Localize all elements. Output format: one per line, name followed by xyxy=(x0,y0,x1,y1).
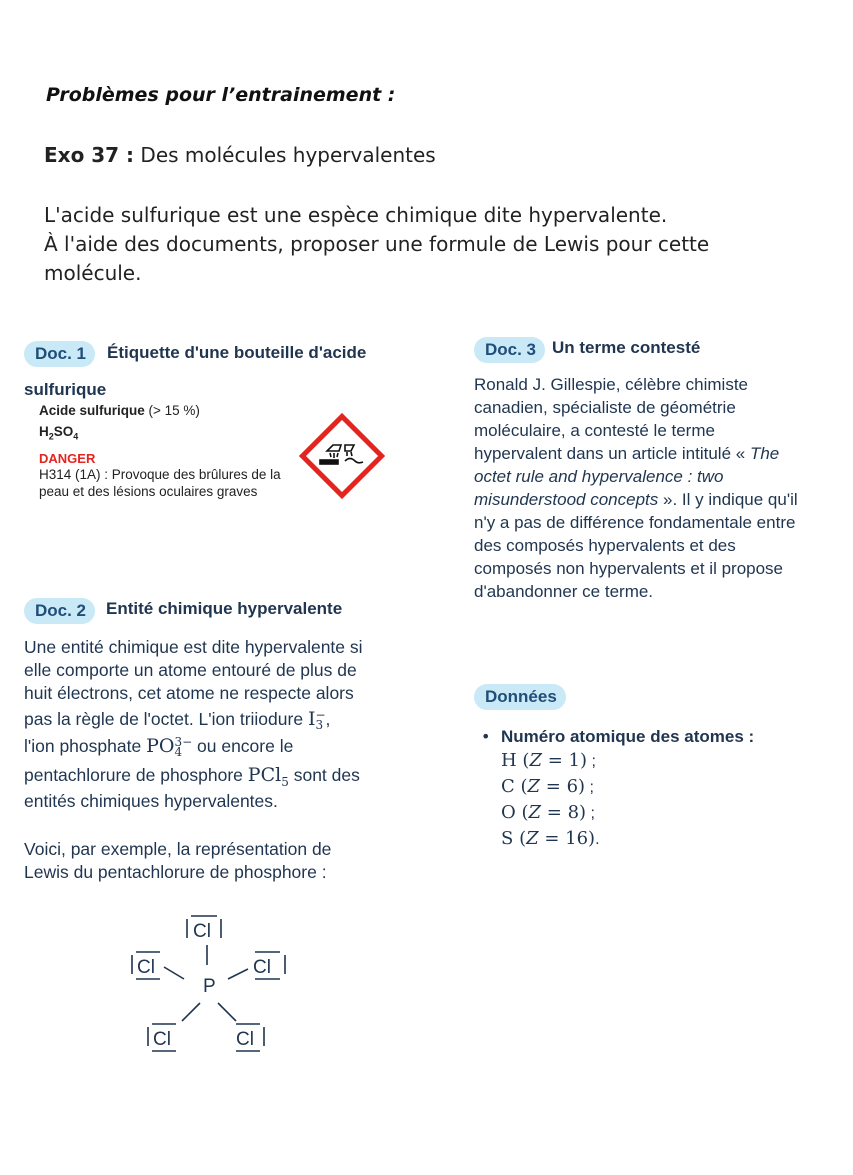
lewis-ligand-top: Cl xyxy=(193,921,211,942)
doc3-line: misunderstood concepts ». Il y indique qu'il xyxy=(474,490,798,509)
doc2-title: Entité chimique hypervalente xyxy=(106,599,343,618)
exercise-label: Exo 37 : xyxy=(44,143,135,167)
lewis-ligand-left: Cl xyxy=(137,957,155,978)
doc2-example-line: Voici, par exemple, la représentation de xyxy=(24,839,332,859)
exercise-statement xyxy=(44,201,724,288)
data-bullet-title: Numéro atomique des atomes : xyxy=(501,727,755,746)
phosphate-ion: PO 3− 4 xyxy=(146,735,193,759)
pcl5-lewis-structure xyxy=(120,895,300,1065)
doc3-line: d'abandonner ce terme. xyxy=(474,582,654,601)
doc3-line: canadien, spécialiste de géométrie xyxy=(474,398,736,417)
doc1-badge: Doc. 1 xyxy=(24,341,95,367)
lewis-ligand-right: Cl xyxy=(253,957,271,978)
section-title: Problèmes pour l’entrainement : xyxy=(46,84,396,106)
doc3-line: octet rule and hypervalence : two xyxy=(474,467,724,486)
lewis-ligand-bottom-right: Cl xyxy=(236,1029,254,1050)
label-hazard-line: H314 (1A) : Provoque des brûlures de la xyxy=(39,467,281,482)
doc2-line: entités chimiques hypervalentes. xyxy=(24,791,278,811)
doc1-title: Étiquette d'une bouteille d'acide xyxy=(107,343,367,362)
lewis-central-atom: P xyxy=(203,976,216,997)
label-hazard-line: peau et des lésions oculaires graves xyxy=(39,484,258,499)
atom-data-line: C (Z = 6) ; xyxy=(501,776,594,797)
statement-line: L'acide sulfurique est une espèce chimique dite hypervalente. xyxy=(44,203,668,227)
doc2-line: pas la règle de l'octet. L'ion triiodure I − 3 , xyxy=(24,708,331,732)
doc3-line: composés non hypervalents et il propose xyxy=(474,559,784,578)
corrosive-pictogram-icon xyxy=(297,411,387,501)
exercise-heading xyxy=(44,143,436,167)
doc1-title-continued: sulfurique xyxy=(24,380,107,399)
doc3-title: Un terme contesté xyxy=(552,338,701,357)
statement-line: À l'aide des documents, proposer une formule de Lewis pour cette xyxy=(44,232,710,256)
atom-data-line: S (Z = 16). xyxy=(501,828,600,849)
doc2-example-line: Lewis du pentachlorure de phosphore : xyxy=(24,862,327,882)
doc2-line: huit électrons, cet atome ne respecte alors xyxy=(24,683,354,703)
label-formula: $H_2SO_4$ xyxy=(39,424,79,442)
atom-data-line: O (Z = 8) ; xyxy=(501,802,595,823)
doc3-line: moléculaire, a contesté le terme xyxy=(474,421,715,440)
doc3-badge: Doc. 3 xyxy=(474,337,545,363)
doc2-line: l'ion phosphate PO 3− 4 ou encore le xyxy=(24,735,294,759)
pcl5-molecule: PCl$_5$ xyxy=(247,764,289,789)
label-danger: DANGER xyxy=(39,451,96,466)
lewis-ligand-bottom-left: Cl xyxy=(153,1029,171,1050)
data-badge: Données xyxy=(474,684,566,710)
doc3-line: des composés hypervalents et des xyxy=(474,536,736,555)
doc2-badge: Doc. 2 xyxy=(24,598,95,624)
doc3-line: hypervalent dans un article intitulé « The xyxy=(474,444,780,463)
bullet-dot-icon: • xyxy=(481,727,491,746)
exercise-name: Des molécules hypervalentes xyxy=(140,143,436,167)
triiodide-ion: I − 3 xyxy=(307,708,326,732)
doc2-line: Une entité chimique est dite hypervalente si xyxy=(24,637,363,657)
statement-line: molécule. xyxy=(44,261,142,285)
doc3-line: Ronald J. Gillespie, célèbre chimiste xyxy=(474,375,749,394)
doc2-line: pentachlorure de phosphore PCl$_5$ sont des xyxy=(24,764,360,789)
doc2-line: elle comporte un atome entouré de plus de xyxy=(24,660,357,680)
label-product-name: Acide sulfurique (> 15 %) xyxy=(39,403,200,418)
atom-data-line: H (Z = 1) ; xyxy=(501,750,596,771)
doc3-line: n'y a pas de différence fondamentale entre xyxy=(474,513,796,532)
